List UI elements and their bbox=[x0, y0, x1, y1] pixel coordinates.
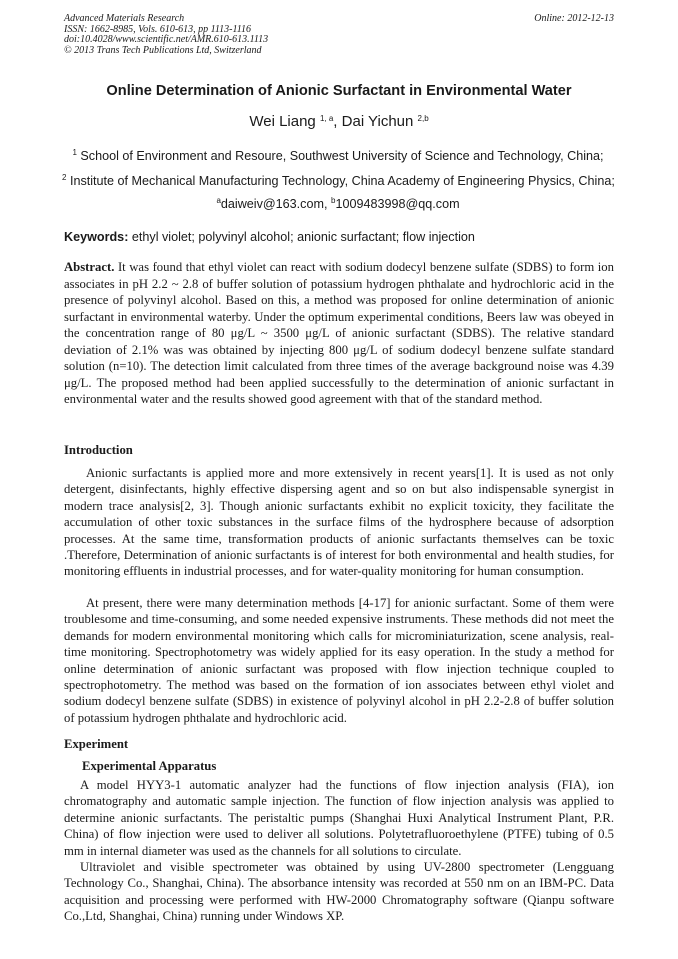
experiment-paragraph: Ultraviolet and visible spectrometer was obtained by using UV-2800 spectrometer (Lengguang Technology Co., Shanghai, China). The absorbance intensity was recorded at 550 nm on an IBM-PC. Data acquisition and processing were performed with HW-2000 Chromatography software (Qianpu software Co.,Ltd, Shanghai, China) running under Windows XP. bbox=[64, 860, 614, 924]
abstract-label: Abstract. bbox=[64, 260, 115, 274]
email-address[interactable]: daiweiv@163.com, bbox=[220, 197, 331, 211]
email-superscript: b bbox=[330, 196, 336, 205]
abstract-text: It was found that ethyl violet can react with sodium dodecyl benzene sulfate (SDBS) to form ion associates in pH 2.2 ~ 2.8 of buffer solution of potassium hydrogen phthalate and hydrochloric acid in the presence of polyvinyl alcohol. Based on this, a method was proposed for online determination of anionic surfactant in environmental waterby. Under the optimum experimental conditions, Beers law was obeyed in the concentration range of 80 μg/L ~ 3500 μg/L of anionic surfactant (SDBS). The relative standard deviation of 2.1% was was obtained by injecting 800 μg/L of sodium dodecyl benzene sulfate standard solution (n=10). The detection limit calculated from three times of the average background noise was 4.39 μg/L. The proposed method had been applied successfully to the determination of anionic surfactant in environmental water and the results showed good agreement with that of the standard method. bbox=[64, 260, 614, 406]
email-superscript: a bbox=[216, 196, 221, 205]
keywords-label: Keywords: bbox=[64, 230, 129, 244]
affiliation-2 bbox=[62, 174, 614, 188]
keywords bbox=[64, 230, 614, 244]
paper-page bbox=[62, 13, 615, 924]
keywords-text: ethyl violet; polyvinyl alcohol; anionic surfactant; flow injection bbox=[128, 230, 475, 244]
online-date: Online: 2012-12-13 bbox=[534, 13, 614, 24]
author-line bbox=[64, 113, 614, 130]
issn-line: ISSN: 1662-8985, Vols. 610-613, pp 1113-1116 bbox=[64, 23, 252, 35]
introduction-paragraph: At present, there were many determination methods [4-17] for anionic surfactant. Some of them were troublesome and time-consuming, and some needed expensive instruments. These methods did not meet the demands for modern environmental monitoring which calls for microminiaturization, scene analysis, real-time monitoring. Spectrophotometry was widely applied for its easy operation. In the study a method for online determination of anionic surfactant was proposed with flow injection technique coupled to spectrophotometry. The method was based on the formation of ion associates between ethyl violet and sodium dodecyl benzene sulfate (SDBS) in existence of polyvinyl alcohol in pH 2.2-2.8 of buffer solution of potassium hydrogen phthalate and hydrochloric acid. bbox=[64, 596, 614, 725]
doi-line: doi:10.4028/www.scientific.net/AMR.610-613.1113 bbox=[64, 34, 269, 46]
author-superscript: 2,b bbox=[417, 114, 429, 123]
author-name: Dai Yichun bbox=[341, 113, 414, 130]
journal-info bbox=[64, 14, 614, 56]
experiment-paragraph: A model HYY3-1 automatic analyzer had the functions of flow injection analysis (FIA), ion chromatography and automatic sample injection. The function of flow injection analysis was applied to determine anionic surfactants. The peristaltic pumps (Shanghai Huxi Analytical Instrument Plant, P.R. China) of flow injection were used to deliver all solutions. Polytetrafluoroethylene (PTFE) tubing of 0.5 mm in internal diameter was used as the channels for all solutions to circulate. bbox=[64, 778, 614, 858]
author-name: Wei Liang bbox=[249, 113, 316, 130]
affiliation-text: School of Environment and Resoure, Southwest University of Science and Technology, China; bbox=[80, 149, 604, 163]
author-separator: , bbox=[333, 113, 342, 130]
copyright-line: © 2013 Trans Tech Publications Ltd, Switzerland bbox=[64, 44, 262, 56]
affiliation-1 bbox=[62, 149, 614, 163]
email-address[interactable]: 1009483998@qq.com bbox=[335, 197, 460, 211]
affiliation-number: 2 bbox=[62, 173, 67, 182]
email-line bbox=[62, 197, 614, 211]
abstract bbox=[64, 259, 614, 408]
paper-title: Online Determination of Anionic Surfactant in Environmental Water bbox=[106, 83, 572, 99]
introduction-heading: Introduction bbox=[64, 443, 133, 457]
affiliation-number: 1 bbox=[72, 148, 77, 157]
journal-name: Advanced Materials Research bbox=[64, 13, 185, 24]
introduction-paragraph: Anionic surfactants is applied more and more extensively in recent years[1]. It is used as not only detergent, disinfectants, highly effective dispersing agent and so on but also indispensable synergist in modern trace analysis[2, 3]. Though anionic surfactants exhibit no explicit toxicity, they facilitate the accumulation of other toxic substances in the surface films of the hydrosphere because of adsorption processes. At the same time, transformation products of anionic surfactants themselves can be toxic .Therefore, Determination of anionic surfactants is of interest for both environmental and health studies, for monitoring effluents in industrial processes, and for water-quality monitoring for human consumption. bbox=[64, 466, 614, 579]
affiliation-text: Institute of Mechanical Manufacturing Technology, China Academy of Engineering Physics, China; bbox=[69, 174, 615, 188]
experiment-heading: Experiment bbox=[64, 737, 129, 751]
author-superscript: 1, a bbox=[319, 114, 334, 123]
journal-header bbox=[64, 14, 614, 66]
apparatus-subheading: Experimental Apparatus bbox=[82, 759, 217, 773]
